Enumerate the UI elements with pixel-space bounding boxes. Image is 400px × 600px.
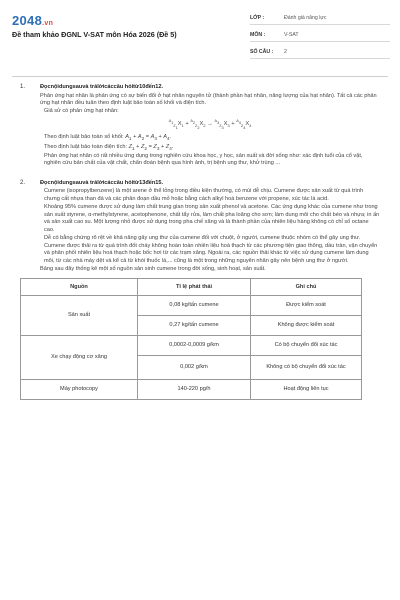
table-cell: Máy photocopy: [21, 379, 138, 399]
logo-suffix: .vn: [42, 20, 54, 27]
section-heading: Đọcnộidungsauvà trảlờicáccâu hỏitừ10đến12.: [40, 84, 164, 90]
mass-conservation: Theo định luật bảo toàn số khối: $A_1 + A_2 = A_3 + A_4$.: [44, 134, 172, 142]
meta-value: V-SAT: [284, 32, 299, 38]
meta-row-class: [250, 12, 390, 25]
meta-row-subject: [250, 29, 390, 42]
meta-row-count: [250, 46, 390, 59]
table-cell: Không được kiểm soát: [251, 315, 362, 335]
table-row: [21, 379, 362, 399]
table-header: Tỉ lệ phát thải: [138, 278, 251, 295]
meta-label: LỚP :: [250, 15, 265, 21]
content: [20, 84, 380, 400]
section-number: 2.: [20, 179, 26, 186]
page-header: [0, 0, 400, 66]
meta-panel: [250, 12, 390, 63]
table-cell: Có bộ chuyển đổi xúc tác: [251, 335, 362, 355]
table-row: [21, 335, 362, 355]
paragraph: Dễ có bằng chứng rõ rệt về khả năng gây ung thư của cumene đối với chuột, ở người, cumene thuộc nhóm có thể gây ung thư. Cumene được thải ra từ quá trình đốt cháy không hoàn toàn nhiên liệu hoá thạch từ các phương tiện giao thông, dầu tràn, vận chuyển và phân phối nhiên liệu hoá thạch hoặc bốc hơi từ các trạm xăng. Ngoài ra, các nguồn thải khác từ việc sử dụng cumene làm dung môi, từ các nhà máy dệt và kể cả từ khói thuốc lá,... cũng là một trong những nguyên nhân gây nên bệnh ung thư ở người.: [44, 235, 378, 264]
section-number: 1.: [20, 84, 26, 90]
meta-value: Đánh giá năng lực: [284, 15, 327, 21]
meta-label: MÔN :: [250, 32, 266, 38]
paragraph: Phản ứng hạt nhân là phản ứng có sự biến đổi ở hạt nhân nguyên tử (thành phần hạt nhân, năng lượng của hạt nhân). Tất cả các phản ứng hạt nhân đều tuân theo định luật bảo toàn số khối và điện tích.: [40, 92, 377, 107]
header-divider: [12, 76, 388, 77]
table-cell: 0,0002-0,0009 g/km: [138, 335, 251, 355]
doc-title: Đề tham khảo ĐGNL V-SAT môn Hóa 2026 (Đề 5): [12, 30, 177, 39]
table-row: [21, 295, 362, 315]
table-cell: 0,002 g/km: [138, 355, 251, 379]
question-section-2: [20, 180, 380, 400]
meta-label: SỐ CÂU :: [250, 49, 274, 55]
table-cell: Sản xuất: [21, 295, 138, 335]
table-cell: 0,27 kg/tấn cumene: [138, 315, 251, 335]
table-header: Ghi chú: [251, 278, 362, 295]
nuclear-equation: $^{A_1}_{Z_1}X_1 + ^{A_2}_{Z_2}X_2 \to ^{A_3}_{Z_3}X_3 + ^{A_4}_{Z_4}X_4$: [168, 118, 252, 130]
emission-table: [20, 278, 362, 400]
table-header-row: [21, 278, 362, 295]
table-cell: 140-220 pg/h: [138, 379, 251, 399]
table-cell: Hoạt động liên tục: [251, 379, 362, 399]
paragraph: Phản ứng hạt nhân có rất nhiều ứng dụng trong nghiên cứu khoa học, y học, sản xuất và đời sống như: xác định tuổi của cổ vật, nghiên cứu bản chất của vật chất, chẩn đoán bệnh qua hình ảnh, trị bệnh ung thư, khử trùng ...: [44, 152, 363, 167]
table-cell: Được kiểm soát: [251, 295, 362, 315]
meta-value: 2: [284, 49, 287, 55]
charge-label: Theo định luật bảo toàn điện tích:: [44, 143, 128, 150]
section-body: [40, 180, 380, 274]
paragraph: Cumene (isopropylbenzene) là một arene ở thể lỏng trong điều kiện thường, có mùi dễ chịu. Cumene được sản xuất từ quá trình chưng cất nhựa than đá và các phân đoạn dầu mỏ hoặc bằng cách alkyl hoá benzene với propene, xúc tác là acid.: [44, 188, 364, 203]
section-body: [40, 84, 380, 168]
paragraph: Bảng sau đây thống kê một số nguồn sản sinh cumene trong đời sống, sinh hoạt, sản xuất.: [40, 265, 266, 272]
table-header: Nguồn: [21, 278, 138, 295]
charge-conservation: Theo định luật bảo toàn điện tích: $Z_1 + Z_2 = Z_3 + Z_4$.: [44, 143, 174, 151]
logo-main: 2048: [12, 13, 43, 28]
table-cell: Xe chạy động cơ xăng: [21, 335, 138, 379]
paragraph: Khoảng 95% cumene được sử dụng làm chất trung gian trong sản xuất phenol và acetone. Các ứng dụng khác của cumene như trong sản xuất styrene, α-methylstyrene, acetophenone, chất tẩy rửa, làm chất pha loãng cho sơn; làm dung môi cho chất béo và nhựa; in ấn và sản xuất cao su. Một lượng nhỏ được sử dụng trong pha chế xăng và là thành phần của nhiên liệu hàng không có chỉ số octane cao.: [44, 204, 380, 233]
paragraph: Giả sử có phản ứng hạt nhân:: [44, 108, 119, 115]
question-section-1: [20, 84, 380, 168]
mass-label: Theo định luật bảo toàn số khối:: [44, 134, 124, 141]
section-heading: Đọcnộidungsauvà trảlờicáccâu hỏitừ13đến15.: [40, 179, 164, 186]
table-cell: 0,08 kg/tấn cumene: [138, 295, 251, 315]
table-cell: Không có bộ chuyển đổi xúc tác: [251, 355, 362, 379]
site-logo[interactable]: [12, 13, 53, 28]
